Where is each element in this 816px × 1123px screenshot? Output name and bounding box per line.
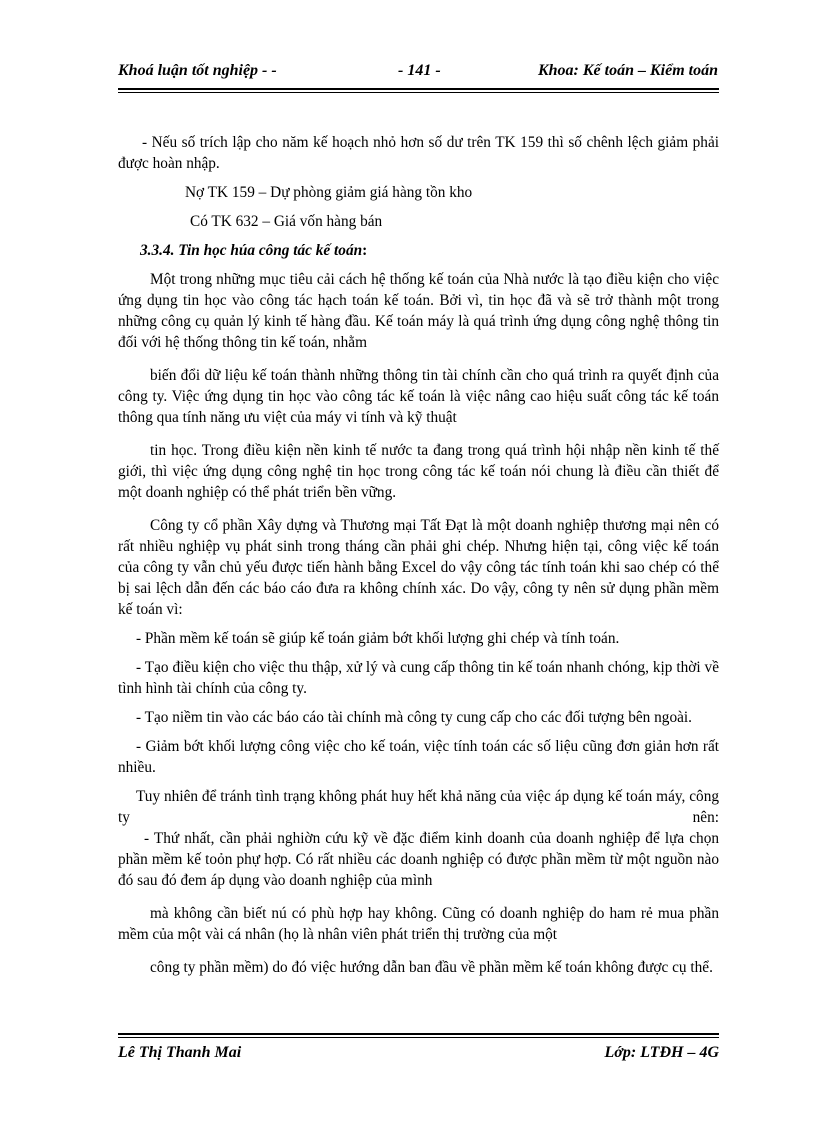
page-footer bbox=[118, 1044, 719, 1068]
section-heading-colon: : bbox=[362, 242, 368, 259]
paragraph-company-situation: Công ty cổ phần Xây dựng và Thương mại Tất Đạt là một doanh nghiệp thương mại nên có rất nhiều nghiệp vụ phát sinh trong tháng cần phải ghi chép. Nhưng hiện tại, công việc kế toán của công ty vẫn chủ yếu được tiến hành bằng Excel do vậy công tác tính toán khi sao chép có thể bị sai lệch dẫn đến các báo cáo đưa ra không chính xác. Do vậy, công ty nên sử dụng phần mềm kế toán vì: bbox=[118, 517, 719, 618]
footer-divider bbox=[118, 1033, 719, 1038]
bullet-reduce-workload: - Phần mềm kế toán sẽ giúp kế toán giảm bớt khối lượng ghi chép và tính toán. bbox=[136, 630, 620, 647]
paragraph-it-continued-2: tin học. Trong điều kiện nền kinh tế nước ta đang trong quá trình hội nhập nền kinh tế thế giới, thì việc ứng dụng công nghệ tin học trong công tác kế toán nói chung là điều cần thiết để một doanh nghiệp có thể phát triển bền vững. bbox=[118, 442, 719, 501]
section-heading bbox=[118, 240, 719, 261]
header-divider bbox=[118, 88, 719, 93]
bullet-timely-info: - Tạo điều kiện cho việc thu thập, xử lý và cung cấp thông tin kế toán nhanh chóng, kịp thời về tình hình tài chính của công ty. bbox=[118, 659, 719, 697]
paragraph-first-recommendation-continued-1: mà không cần biết nú có phù hợp hay không. Cũng có doanh nghiệp do ham rẻ mua phần mềm của một vài cá nhân (họ là nhân viên phát triển thị trường của một bbox=[118, 905, 719, 943]
footer-author: Lê Thị Thanh Mai bbox=[118, 1044, 242, 1061]
page-header bbox=[118, 62, 718, 86]
paragraph-it-continued-1: biến đổi dữ liệu kế toán thành những thông tin tài chính cần cho quá trình ra quyết định của công ty. Việc ứng dụng tin học vào công tác kế toán là việc nâng cao hiệu suất công tác kế toán thông qua tính năng ưu việt của máy vi tính và kỹ thuật bbox=[118, 367, 719, 426]
journal-entry-credit: Có TK 632 – Giá vốn hàng bán bbox=[190, 213, 383, 230]
paragraph-reversal-note: - Nếu số trích lập cho năm kế hoạch nhỏ hơn số dư trên TK 159 thì số chênh lệch giảm phải được hoàn nhập. bbox=[118, 134, 719, 172]
paragraph-recommendation-intro: Tuy nhiên để tránh tình trạng không phát huy hết khả năng của việc áp dụng kế toán máy, công ty nên: bbox=[118, 788, 719, 826]
paragraph-it-intro: Một trong những mục tiêu cải cách hệ thống kế toán của Nhà nước là tạo điều kiện cho việc ứng dụng tin học vào công tác hạch toán kế toán. Bởi vì, tin học đã và sẽ trở thành một trong những công cụ quản lý kinh tế hàng đầu. Kế toán máy là quá trình ứng dụng công nghệ thông tin đối với hệ thống thông tin kế toán, nhằm bbox=[118, 271, 719, 351]
journal-entry-debit: Nợ TK 159 – Dự phòng giảm giá hàng tồn kho bbox=[185, 184, 473, 201]
header-thesis-title: Khoá luận tốt nghiệp - - bbox=[118, 62, 277, 79]
section-heading-text: 3.3.4. Tin học húa công tác kế toán bbox=[140, 242, 363, 259]
paragraph-first-recommendation: - Thứ nhất, cần phải nghiờn cứu kỹ về đặc điểm kinh doanh của doanh nghiệp để lựa chọn phần mềm kế toỏn phự hợp. Có rất nhiều các doanh nghiệp có được phần mềm từ một nguồn nào đó sau đó đem áp dụng vào doanh nghiệp của mình bbox=[118, 830, 719, 889]
footer-class: Lớp: LTĐH – 4G bbox=[604, 1044, 719, 1061]
page-body bbox=[118, 132, 719, 978]
header-faculty: Khoa: Kế toán – Kiểm toán bbox=[537, 62, 718, 79]
header-page-number: - 141 - bbox=[398, 62, 441, 79]
paragraph-first-recommendation-continued-2: công ty phần mềm) do đó việc hướng dẫn ban đầu về phần mềm kế toán không được cụ thể. bbox=[150, 959, 713, 976]
bullet-simpler-calculation: - Giảm bớt khối lượng công việc cho kế toán, việc tính toán các số liệu cũng đơn giản hơn rất nhiều. bbox=[118, 738, 719, 776]
bullet-build-trust: - Tạo niềm tin vào các báo cáo tài chính mà công ty cung cấp cho các đối tượng bên ngoài. bbox=[136, 709, 692, 726]
